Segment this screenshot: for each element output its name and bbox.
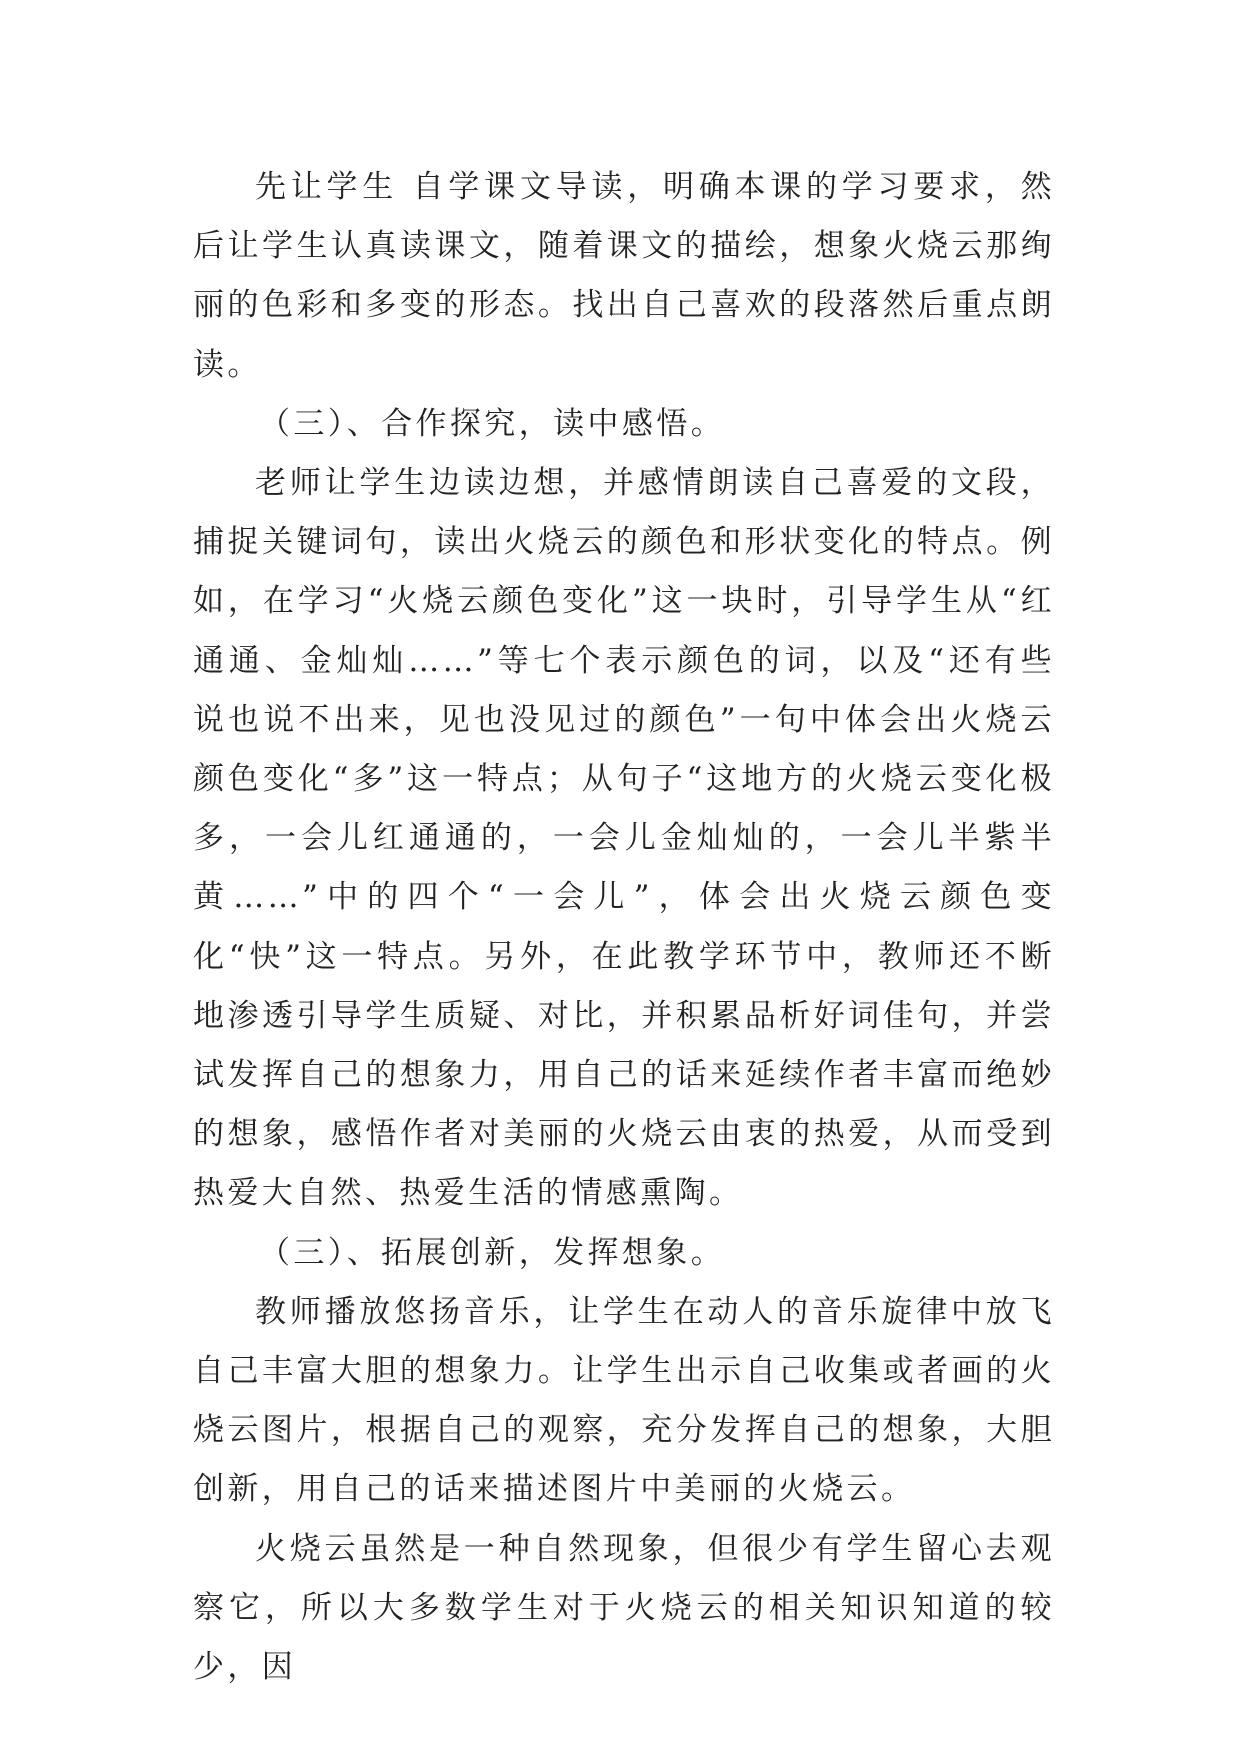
paragraph-natural-phenomenon: 火烧云虽然是一种自然现象，但很少有学生留心去观察它，所以大多数学生对于火烧云的相关知识知道的较少，因 [193, 1530, 1055, 1686]
section-heading-extension-innovation: （三）、拓展创新，发挥想象。 [259, 1234, 726, 1271]
document-page [193, 158, 1055, 1697]
paragraph-self-study: 先让学生 自学课文导读，明确本课的学习要求，然后让学生认真读课文，随着课文的描绘，想象火烧云那绚丽的色彩和多变的形态。找出自己喜欢的段落然后重点朗读。 [193, 169, 1055, 383]
paragraph-music-imagination: 教师播放悠扬音乐，让学生在动人的音乐旋律中放飞自己丰富大胆的想象力。让学生出示自己收集或者画的火烧云图片，根据自己的观察，充分发挥自己的想象，大胆创新，用自己的话来描述图片中美丽的火烧云。 [193, 1293, 1055, 1508]
paragraph-reading-insight: 老师让学生边读边想，并感情朗读自己喜爱的文段，捕捉关键词句，读出火烧云的颜色和形状变化的特点。例如，在学习“火烧云颜色变化”这一块时，引导学生从“红通通、金灿灿……”等七个表示颜色的词，以及“还有些说也说不出来，见也没见过的颜色”一句中体会出火烧云颜色变化“多”这一特点；从句子“这地方的火烧云变化极多，一会儿红通通的，一会儿金灿灿的，一会儿半紫半黄……”中的四个“一会儿”，体会出火烧云颜色变化“快”这一特点。另外，在此教学环节中，教师还不断地渗透引导学生质疑、对比，并积累品析好词佳句，并尝试发挥自己的想象力，用自己的话来延续作者丰富而绝妙的想象，感悟作者对美丽的火烧云由衷的热爱，从而受到热爱大自然、热爱生活的情感熏陶。 [193, 465, 1055, 1212]
section-heading-cooperative-inquiry: （三）、合作探究，读中感悟。 [259, 405, 726, 442]
